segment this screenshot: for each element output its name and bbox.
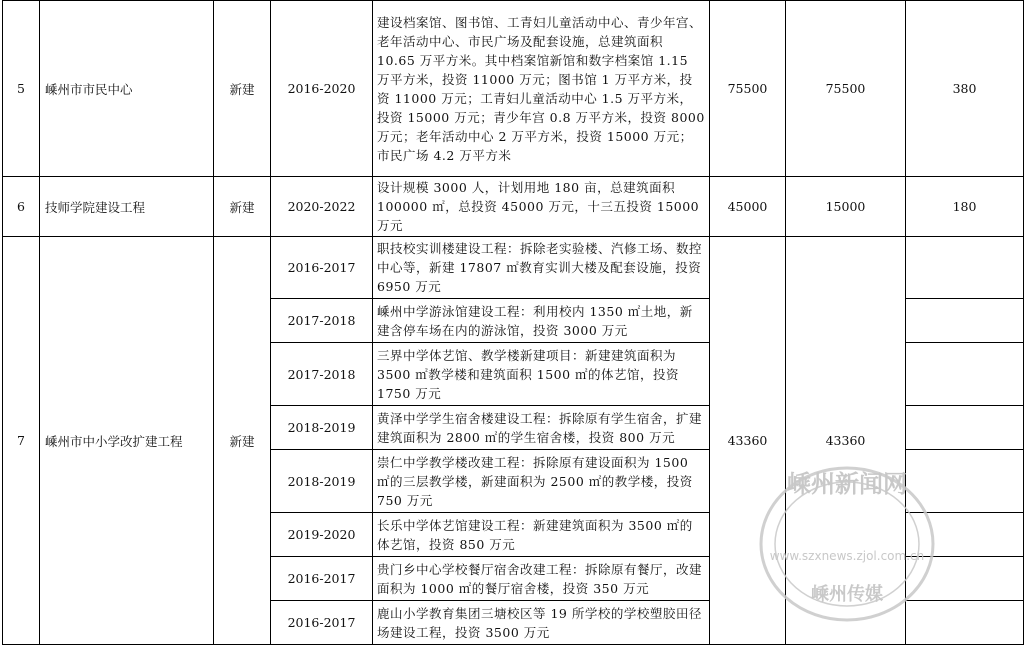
total-investment: 75500 (710, 1, 786, 177)
land-area: 380 (906, 1, 1024, 177)
plan-investment: 15000 (786, 177, 906, 237)
period: 2018-2019 (271, 406, 373, 450)
project-description: 建设档案馆、图书馆、工青妇儿童活动中心、青少年宫、老年活动中心、市民广场及配套设施，总建筑面积 10.65 万平方米。其中档案馆新馆和数字档案馆 1.15 万平方米，投资 11000 万元；图书馆 1 万平方米，投资 11000 万元；工青妇儿童活动中心 1.5 万平方米，投资 15000 万元；青少年宫 0.8 万平方米，投资 8000 万元；老年活动中心 2 万平方米，投资 15000 万元；市民广场 4.2 万平方米 (373, 1, 710, 177)
watermark-title: 嵊州新闻网 (787, 470, 907, 498)
project-name: 技师学院建设工程 (40, 177, 214, 237)
construction-type: 新建 (214, 237, 271, 645)
construction-type: 新建 (214, 1, 271, 177)
row-number: 7 (3, 237, 40, 645)
period: 2016-2017 (271, 601, 373, 645)
period: 2017-2018 (271, 299, 373, 343)
land-area (906, 406, 1024, 450)
land-area (906, 601, 1024, 645)
project-description: 黄泽中学学生宿舍楼建设工程：拆除原有学生宿舍，扩建建筑面积为 2800 ㎡的学生宿舍楼，投资 800 万元 (373, 406, 710, 450)
project-description: 长乐中学体艺馆建设工程：新建建筑面积为 3500 ㎡的体艺馆，投资 850 万元 (373, 513, 710, 557)
land-area: 180 (906, 177, 1024, 237)
land-area (906, 299, 1024, 343)
period: 2016-2020 (271, 1, 373, 177)
land-area (906, 237, 1024, 299)
watermark-url: www.szxnews.zjol.com.cn (769, 549, 925, 563)
total-investment: 43360 (710, 237, 786, 645)
plan-investment: 43360 (786, 237, 906, 645)
period: 2020-2022 (271, 177, 373, 237)
land-area (906, 513, 1024, 557)
plan-investment: 75500 (786, 1, 906, 177)
row-number: 5 (3, 1, 40, 177)
project-name: 嵊州市中小学改扩建工程 (40, 237, 214, 645)
project-description: 嵊州中学游泳馆建设工程：利用校内 1350 ㎡土地，新建含停车场在内的游泳馆，投资 3000 万元 (373, 299, 710, 343)
watermark-subtitle: 嵊州传媒 (811, 584, 883, 605)
period: 2017-2018 (271, 343, 373, 406)
project-description: 崇仁中学教学楼改建工程：拆除原有建设面积为 1500 ㎡的三层教学楼，新建面积为 2500 ㎡的教学楼，投资 750 万元 (373, 450, 710, 513)
row-number: 6 (3, 177, 40, 237)
total-investment: 45000 (710, 177, 786, 237)
construction-type: 新建 (214, 177, 271, 237)
project-description: 贵门乡中心学校餐厅宿舍改建工程：拆除原有餐厅，改建面积为 1000 ㎡的餐厅宿舍楼，投资 350 万元 (373, 557, 710, 601)
table-row (3, 177, 1024, 237)
period: 2018-2019 (271, 450, 373, 513)
table-row (3, 1, 1024, 177)
project-description: 三界中学体艺馆、教学楼新建项目：新建建筑面积为 3500 ㎡教学楼和建筑面积 1500 ㎡的体艺馆，投资 1750 万元 (373, 343, 710, 406)
land-area (906, 557, 1024, 601)
land-area (906, 450, 1024, 513)
project-description: 设计规模 3000 人，计划用地 180 亩，总建筑面积 100000 ㎡，总投资 45000 万元，十三五投资 15000 万元 (373, 177, 710, 237)
project-description: 鹿山小学教育集团三塘校区等 19 所学校的学校塑胶田径场建设工程，投资 3500 万元 (373, 601, 710, 645)
land-area (906, 343, 1024, 406)
project-name: 嵊州市市民中心 (40, 1, 214, 177)
project-table (2, 0, 1024, 645)
period: 2016-2017 (271, 237, 373, 299)
period: 2016-2017 (271, 557, 373, 601)
table-row (3, 237, 1024, 299)
project-description: 职技校实训楼建设工程：拆除老实验楼、汽修工场、数控中心等，新建 17807 ㎡教育实训大楼及配套设施，投资 6950 万元 (373, 237, 710, 299)
period: 2019-2020 (271, 513, 373, 557)
